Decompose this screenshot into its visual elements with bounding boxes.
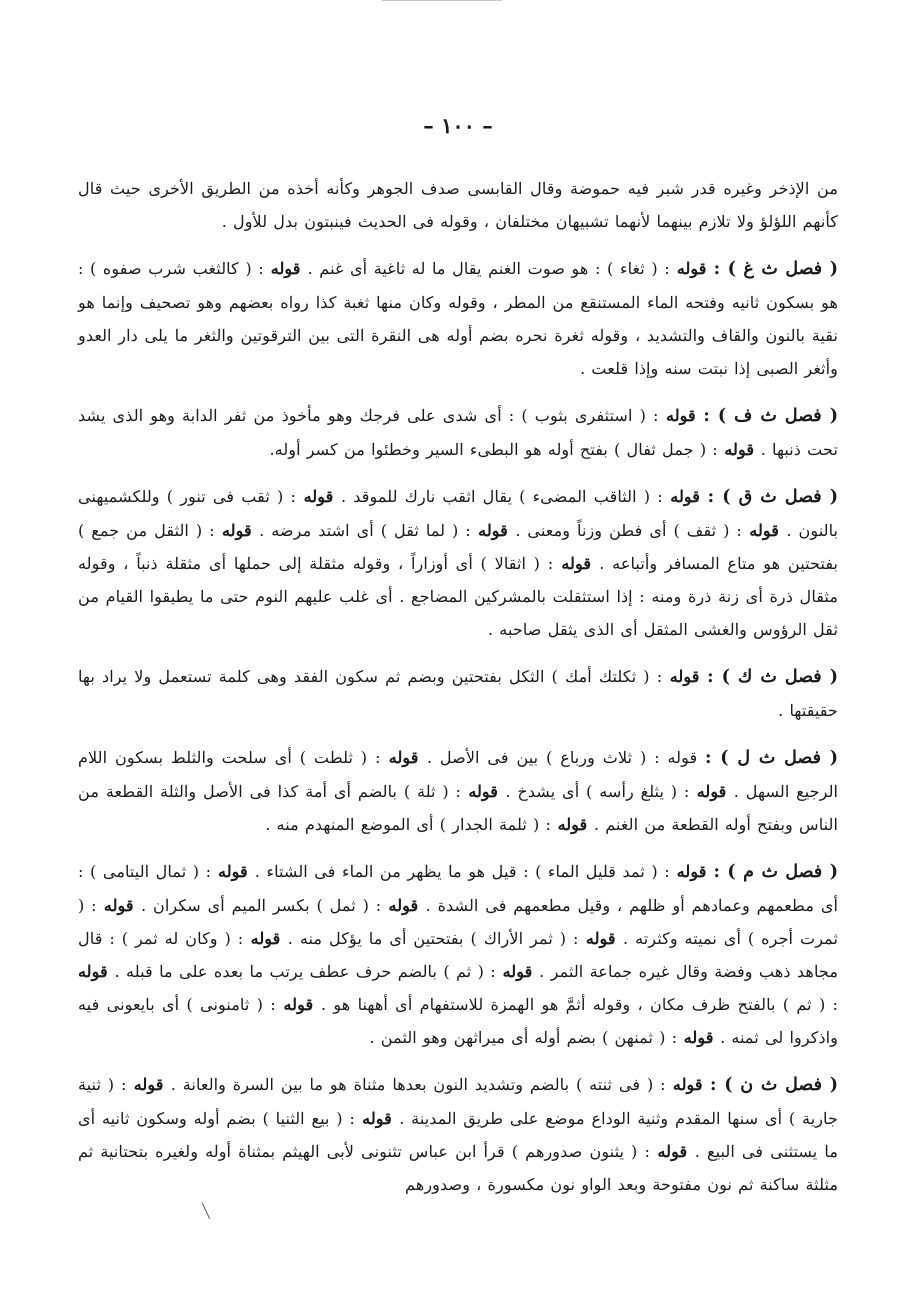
paragraph-text: : ( ثمرت أجره ) أى نميته وكثرته . <box>78 896 839 948</box>
paragraph-text: قوله : ( ثلاث ورباع ) بين فى الأصل . <box>426 748 706 767</box>
keyword-qawluh: قوله <box>649 1142 695 1161</box>
keyword-qawluh: قوله <box>295 487 341 506</box>
paragraph <box>78 1068 838 1201</box>
paragraph <box>78 252 838 385</box>
keyword-qawluh: قوله <box>669 259 714 278</box>
paragraph-text: : ( استثفرى بثوب ) : أى شدى على فرجك وهو مأخوذ من ثفر الدابة وهو الذى يشد تحت ذنبها . <box>78 406 838 459</box>
keyword-qawluh: قوله <box>263 259 308 278</box>
section-heading: ( فصل ث ك ) : <box>707 667 838 687</box>
paragraph-text: : ( ثمنهن ) بضم أوله أى ميراثهن وهو الثمن . <box>369 1028 678 1047</box>
paragraph-text: : ( ثمل ) بكسر الميم أى سكران . <box>140 896 382 915</box>
keyword-qawluh: قوله <box>669 862 714 881</box>
keyword-qawluh: قوله <box>717 440 761 459</box>
paragraph-text: : ( ثمد قليل الماء ) : قيل هو ما يظهر من الماء فى الشتاء . <box>254 862 670 881</box>
keyword-qawluh: قوله <box>126 1075 171 1094</box>
keyword-qawluh: قوله <box>380 748 427 767</box>
keyword-qawluh: قوله <box>677 1028 721 1047</box>
keyword-qawluh: قوله <box>214 521 260 540</box>
paragraph <box>78 399 838 466</box>
section-heading: ( فصل ث ف ) : <box>703 406 838 426</box>
paragraph-text: : ( ثمر الأراك ) بفتحتين أى ما يؤكل منه . <box>287 929 579 948</box>
paragraph-text: : ( ثلطت ) أى سلحت والثلط بسكون اللام الرجيع السهل . <box>78 748 839 801</box>
section-heading: ( فصل ث غ ) : <box>713 259 838 279</box>
paragraph-text: : ( الثاقب المضىء ) يقال اثقب نارك للموقد . <box>340 487 663 506</box>
keyword-qawluh: قوله <box>665 1075 710 1094</box>
keyword-qawluh: قوله <box>461 782 506 801</box>
keyword-qawluh: قوله <box>550 815 594 834</box>
keyword-qawluh: قوله <box>553 554 600 573</box>
paragraph <box>78 741 838 841</box>
paragraph-text: : ( يثلغ رأسه ) أى يشدخ . <box>505 782 690 801</box>
keyword-qawluh: قوله <box>470 521 516 540</box>
paragraph-text: : ( ثنية جارية ) أى سنها المقدم وثنية الوداع موضع على طريق المدينة . <box>78 1075 838 1128</box>
keyword-qawluh: قوله <box>578 929 624 948</box>
paragraph-text: : ( ثقف ) أى فطن وزناً ومعنى . <box>515 521 742 540</box>
keyword-qawluh: قوله <box>689 782 734 801</box>
keyword-qawluh: قوله <box>243 929 288 948</box>
keyword-qawluh: قوله <box>211 862 255 881</box>
paragraph-text: : ( ثم ) بالضم حرف عطف يرتب ما بعده على ما قبله . <box>114 962 496 981</box>
paragraph <box>78 660 838 727</box>
paragraph-text: : ( ثلة ) بالضم أى أمة كذا فى الأصل والثلة القطعة من الناس وبفتح أوله القطعة من الغنم . <box>78 782 838 834</box>
page-number: – ١٠٠ – <box>423 113 493 138</box>
keyword-qawluh: قوله <box>275 995 321 1014</box>
paragraph-text: : ( الثقل من جمع ) بفتحتين هو متاع المسافر وأتباعه . <box>78 521 839 573</box>
paragraph-text: : ( ثم ) بالفتح ظرف مكان ، وقوله أثمَّ هو الهمزة للاستفهام أى أههنا هو . <box>320 995 838 1014</box>
keyword-qawluh: قوله <box>658 406 704 425</box>
keyword-qawluh: قوله <box>381 896 426 915</box>
paragraph-text: : ( ثامنونى ) أى بايعونى فيه واذكروا لى ثمنه . <box>78 995 838 1047</box>
page-body <box>78 172 838 1215</box>
paragraph-text: : ( ثمال اليتامى ) : أى مطعمهم وعمادهم أو ظلهم ، وقيل مطعمهم فى الشدة . <box>78 862 838 915</box>
paragraph-text: : ( ثلمة الجدار ) أى الموضع المنهدم منه . <box>265 815 551 834</box>
section-heading: ( فصل ث ن ) : <box>709 1075 839 1095</box>
paragraph <box>78 855 838 1054</box>
section-heading: ( فصل ث ل ) : <box>705 748 839 768</box>
paragraph-text: : ( وكان له ثمر ) : قال مجاهد ذهب وفضة وقال غيره جماعة الثمر . <box>78 929 839 981</box>
paragraph-text: : ( يثنون صدورهم ) قرأ ابن عباس تثنونى لأبى الهيثم بمثناة أوله ولغيره بتحتانية ثم مثلثة ساكنة ثم نون مفتوحة وبعد الواو نون مكسورة ، وصدورهم <box>78 1142 838 1194</box>
paragraph-text: : ( ثكلتك أمك ) الثكل بفتحتين وبضم ثم سكون الفقد وهى كلمة تستعمل ولا يراد بها حقيقتها . <box>78 667 838 720</box>
section-heading: ( فصل ث م ) : <box>713 862 838 882</box>
keyword-qawluh: قوله <box>662 487 708 506</box>
book-page <box>78 0 838 1310</box>
keyword-qawluh: قوله <box>96 896 141 915</box>
keyword-qawluh: قوله <box>495 962 540 981</box>
paragraph-text: : ( جمل ثفال ) بفتح أوله هو البطىء السير وخطئوا من كسر أوله. <box>269 440 718 459</box>
paragraph-text: : ( كالثغب شرب صفوه ) : هو بسكون ثانيه وفتحه الماء المستنقع من المطر ، وقوله وكان منها ثغبة كذا رواه بعضهم وهو تصحيف وإنما هو نقية بالنون والقاف والتشديد ، وقوله ثغرة نحره بضم أوله هى النقرة التى بين الترقوتين والثغر ما يلى دار العدو وأثغر الصبى إذا نبتت سنه وإذا قلعت . <box>78 259 838 378</box>
paragraph-text: من الإذخر وغيره قدر شبر فيه حموضة وقال القابسى صدف الجوهر وكأنه أخذه من الطريق الأخرى حيث قال كأنهم اللؤلؤ ولا تلازم بينهما لأنهما تشبيهان مختلفان ، وقوله فى الحديث فينبتون بدل للأول . <box>78 179 838 231</box>
paragraph-text: : ( اثقالا ) أى أوزاراً ، وقوله مثقلة إلى حملها أى مثقلة ذنباً ، وقوله مثقال ذرة أى زنة ذرة ومنه : إذا استثقلت بالمشركين المضاجع . أى غلب عليهم النوم حتى ما يطيقوا القيام من ثقل الرؤوس والغشى المثقل أى الذى يثقل صاحبه . <box>78 554 838 639</box>
paragraph-text: : ( بيع الثنيا ) بضم أوله وسكون ثانيه أى ما يستثنى فى البيع . <box>78 1109 839 1161</box>
paragraph <box>78 480 838 646</box>
paragraph-text: : ( ثغاء ) : هو صوت الغنم يقال ما له ثاغية أى غنم . <box>307 259 670 278</box>
keyword-qawluh: قوله <box>662 667 708 686</box>
paragraph-text: : ( فى ثنته ) بالضم وتشديد النون بعدها مثناة هو ما بين السرة والعانة . <box>170 1075 666 1094</box>
paragraph-text: : ( لما ثقل ) أى اشتد مرضه . <box>259 521 471 540</box>
section-heading: ( فصل ث ق ) : <box>707 487 839 507</box>
keyword-qawluh: قوله <box>354 1109 400 1128</box>
keyword-qawluh: قوله <box>741 521 787 540</box>
keyword-qawluh: قوله <box>78 962 115 981</box>
paragraph-text: : ( ثقب فى تنور ) وللكشميهنى بالنون . <box>78 487 839 540</box>
paragraph <box>78 172 838 238</box>
